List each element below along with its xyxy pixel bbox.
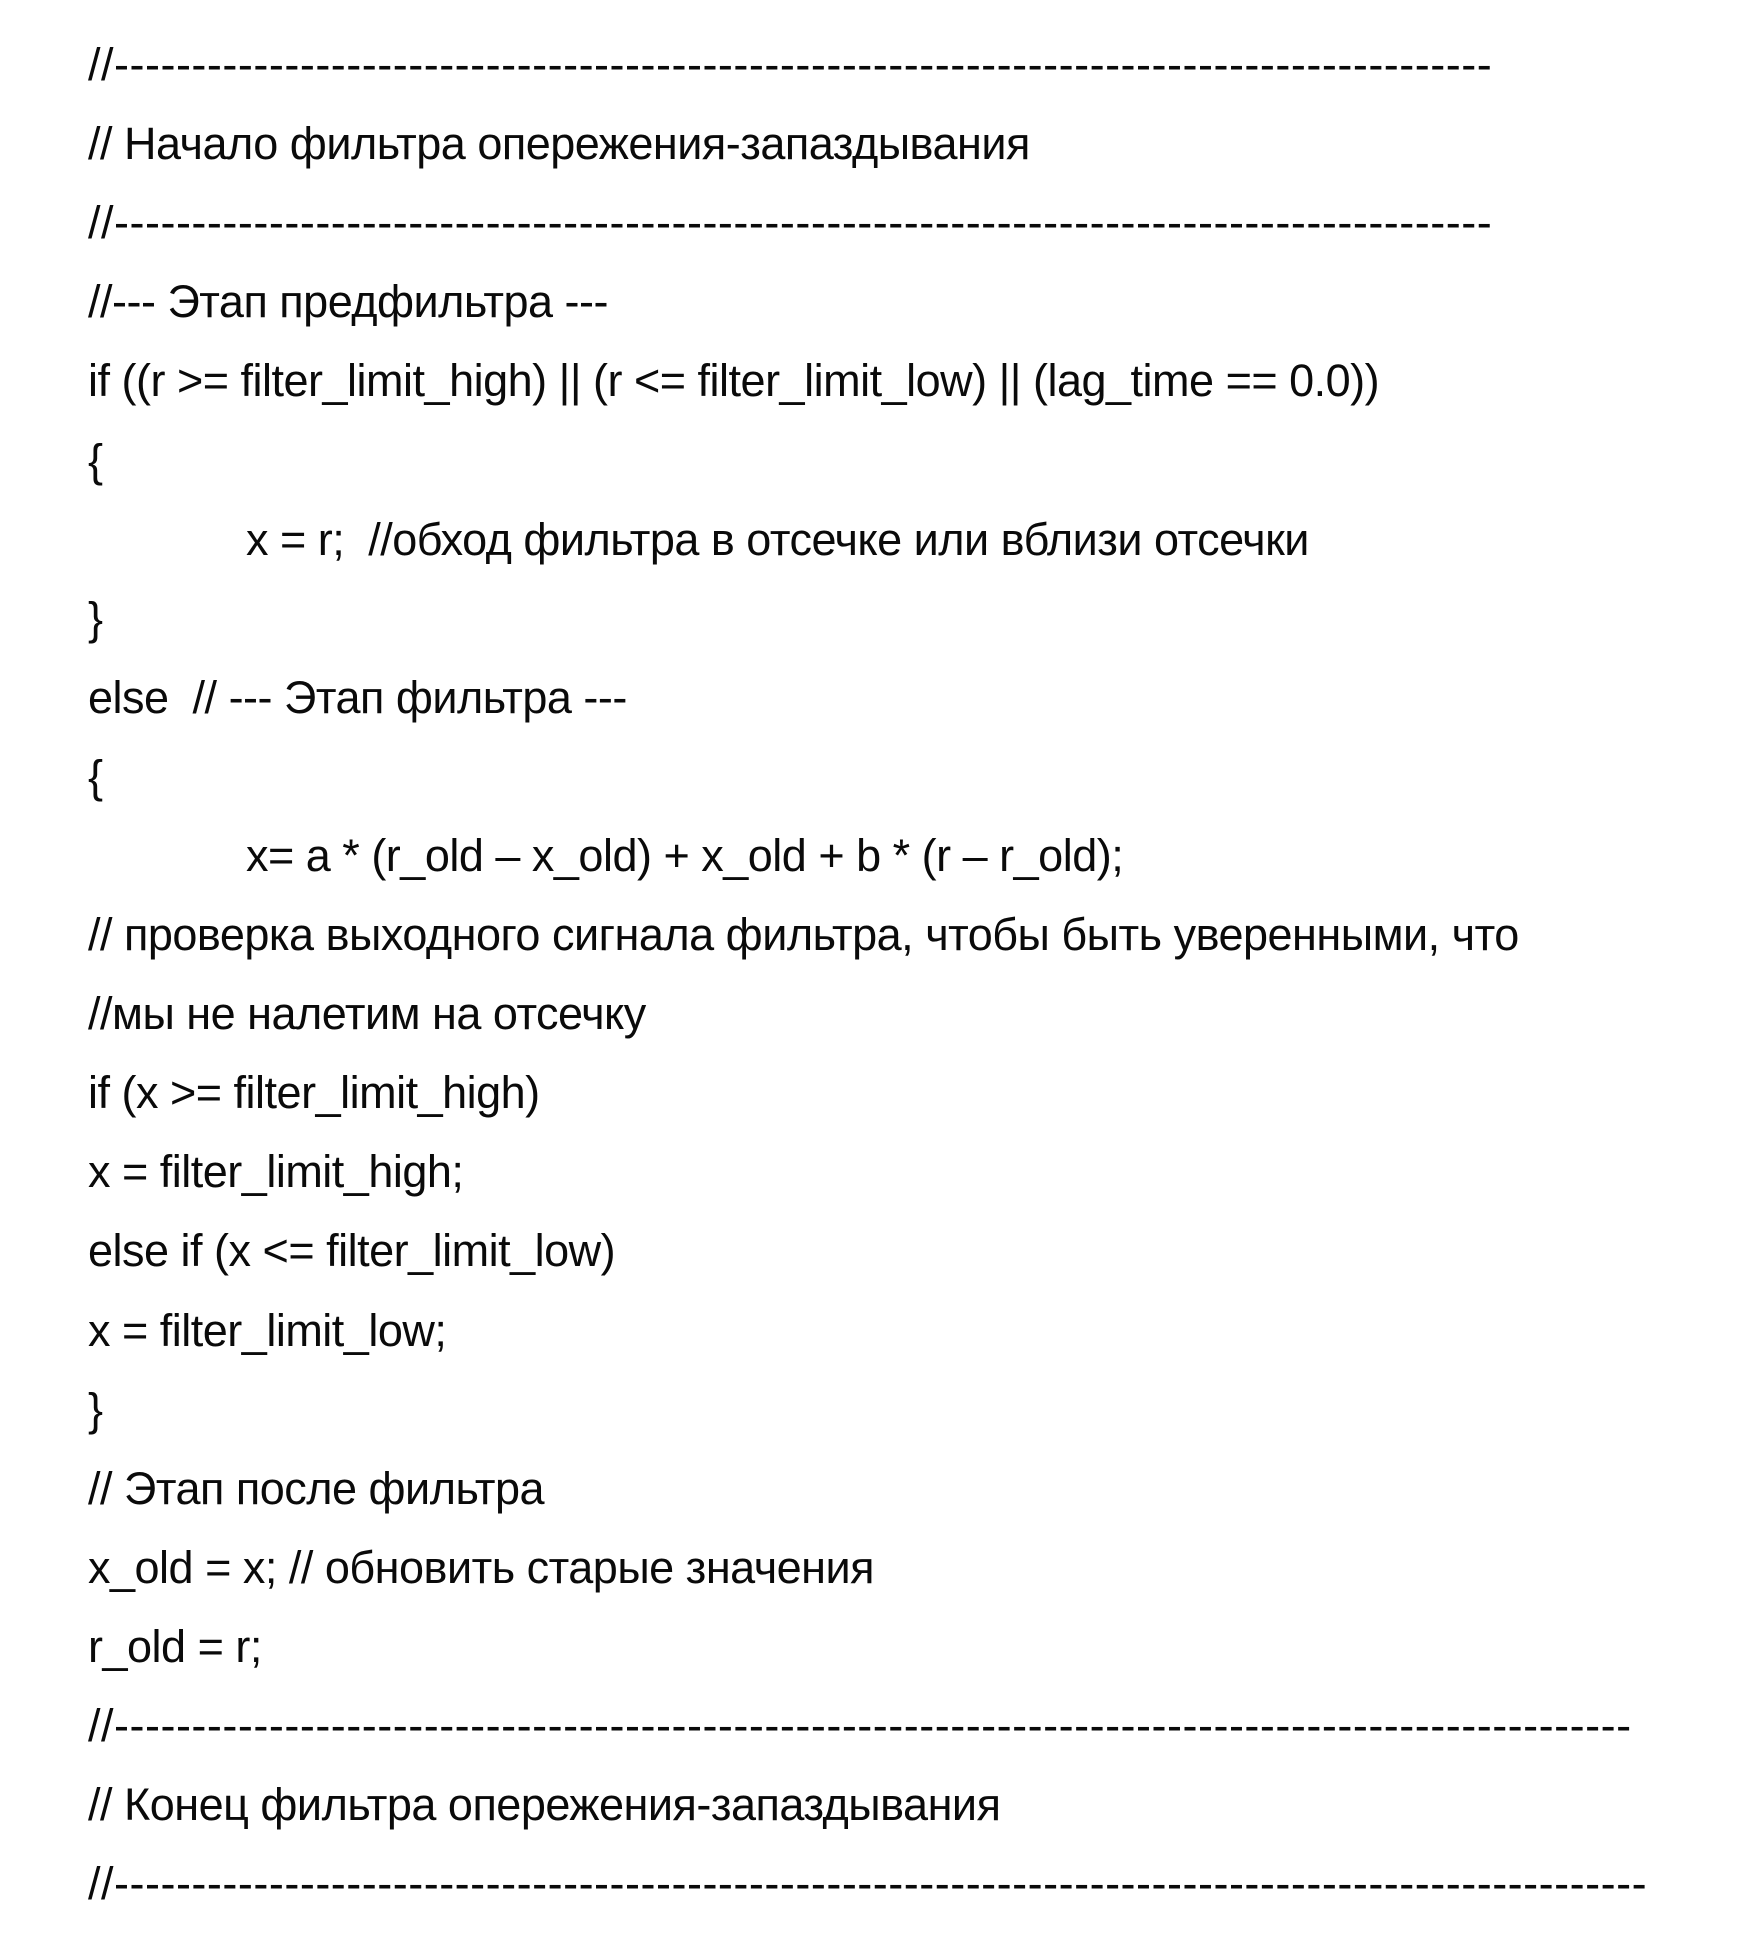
code-line-bypass-assignment: x = r; //обход фильтра в отсечке или вблизи отсечки xyxy=(246,513,1309,565)
code-line-open-brace: { xyxy=(88,434,103,486)
code-line-close-brace: } xyxy=(88,1383,103,1435)
comment-divider-line: //----------------------------------------------------------------------------------------- xyxy=(88,197,1493,249)
comment-line-filter-end: // Конец фильтра опережения-запаздывания xyxy=(88,1779,1001,1831)
comment-divider-line: //--------------------------------------------------------------------------------------------------- xyxy=(88,1858,1648,1910)
code-line-update-x-old: x_old = x; // обновить старые значения xyxy=(88,1541,875,1593)
code-line-close-brace: } xyxy=(88,592,103,644)
code-line-open-brace: { xyxy=(88,750,103,802)
comment-line-filter-start: // Начало фильтра опережения-запаздывания xyxy=(88,118,1030,170)
comment-divider-line: //----------------------------------------------------------------------------------------- xyxy=(88,39,1493,91)
comment-line-output-check-1: // проверка выходного сигнала фильтра, чтобы быть уверенными, что xyxy=(88,909,1519,961)
code-line-else-filter-stage: else // --- Этап фильтра --- xyxy=(88,671,627,723)
code-line-filter-formula: x= a * (r_old – x_old) + x_old + b * (r – r_old); xyxy=(246,829,1124,881)
code-line-if-condition: if ((r >= filter_limit_high) || (r <= filter_limit_low) || (lag_time == 0.0)) xyxy=(88,355,1380,407)
comment-divider-line: //-------------------------------------------------------------------------------------------------- xyxy=(88,1700,1632,1752)
code-line-set-high-limit: x = filter_limit_high; xyxy=(88,1146,464,1198)
comment-line-output-check-2: //мы не налетим на отсечку xyxy=(88,988,646,1040)
code-line-else-if-low-limit: else if (x <= filter_limit_low) xyxy=(88,1225,616,1277)
comment-line-prefilter-stage: //--- Этап предфильтра --- xyxy=(88,276,608,328)
comment-line-postfilter-stage: // Этап после фильтра xyxy=(88,1462,545,1514)
code-line-set-low-limit: x = filter_limit_low; xyxy=(88,1304,447,1356)
code-line-if-high-limit: if (x >= filter_limit_high) xyxy=(88,1067,540,1119)
code-listing xyxy=(88,25,1700,1923)
code-line-update-r-old: r_old = r; xyxy=(88,1620,262,1672)
